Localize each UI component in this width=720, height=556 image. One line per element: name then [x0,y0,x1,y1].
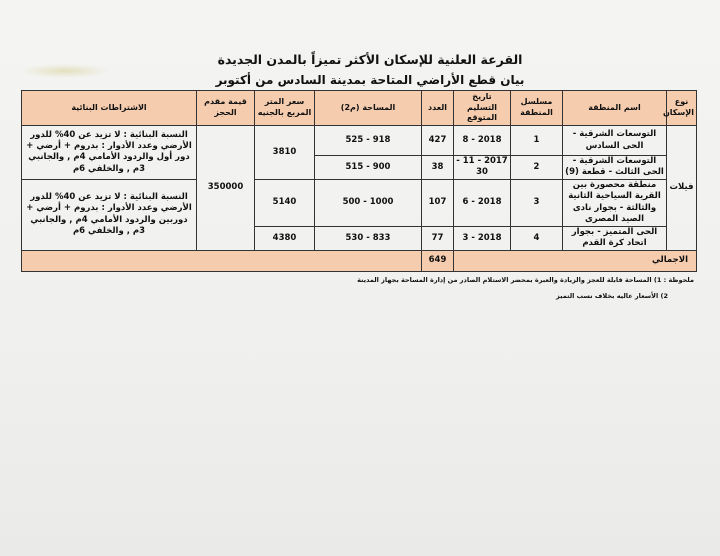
zone-serial-cell: 2 [511,156,563,180]
count-cell: 38 [422,156,454,180]
delivery-date-cell: 2017 - 11 - 30 [454,156,511,180]
header-count: العدد [422,91,454,126]
total-label: الاجمالي [454,250,697,271]
price-per-meter-cell: 4380 [255,226,315,250]
header-housing-type: نوع الإسكان [667,91,697,126]
paper-stain [20,64,110,78]
page-title: القرعة العلنية للإسكان الأكثر تميزاً بالمدن الجديدة [217,52,523,67]
zone-name-cell: التوسعات الشرقية - الحى السادس [563,126,667,156]
price-per-meter-cell: 5140 [255,179,315,226]
page-subtitle: بيان قطع الأراضي المتاحة بمدينة السادس من أكتوبر [215,73,525,87]
count-cell: 107 [422,179,454,226]
total-row-filler [22,250,422,271]
land-plots-table [21,90,697,272]
header-delivery-date: تاريخ التسليم المتوقع [454,91,511,126]
note-2: 2) الأسعار عاليه بخلاف نسب التميز [556,292,668,300]
housing-type-cell: فيلات [667,126,697,251]
zone-name-cell: الحى المتميز - بجوار اتحاد كرة القدم [563,226,667,250]
area-cell: 918 - 525 [315,126,422,156]
count-cell: 427 [422,126,454,156]
area-cell: 1000 - 500 [315,179,422,226]
booking-deposit-cell: 350000 [197,126,255,251]
total-count: 649 [422,250,454,271]
header-price-per-meter: سعر المتر المربع بالجنيه [255,91,315,126]
building-conditions-cell: النسبة البنائية : لا تزيد عن 40% للدور الأرضي وعدد الأدوار : بدروم + أرضي + دور أول والردود الأمامي 4م , والجانبي 3م , والخلفي 6م [22,126,197,180]
zone-name-cell: التوسعات الشرقية - الحى الثالث - قطعة (9) [563,156,667,180]
zone-serial-cell: 3 [511,179,563,226]
price-per-meter-cell: 3810 [255,126,315,180]
table-row [22,126,697,156]
header-building-conditions: الاشتراطات البنائية [22,91,197,126]
note-1: ملحوظة : 1) المساحة قابلة للعجز والزيادة والعبرة بمحضر الاستلام الصادر من إدارة المساحة بجهاز المدينة [357,276,694,284]
total-row [22,250,697,271]
count-cell: 77 [422,226,454,250]
zone-serial-cell: 1 [511,126,563,156]
area-cell: 900 - 515 [315,156,422,180]
zone-name-cell: منطقة محصورة بين القرية السياحية الثانية والثالثة - بجوار نادى الصيد المصرى [563,179,667,226]
table-row [22,179,697,226]
header-area: المساحة (م2) [315,91,422,126]
header-zone-name: اسم المنطقة [563,91,667,126]
building-conditions-cell: النسبة البنائية : لا تزيد عن 40% للدور الأرضي وعدد الأدوار : بدروم + أرضي + دوربين والردود الأمامي 4م , والجانبي 3م , والخلفي 6م [22,179,197,250]
area-cell: 833 - 530 [315,226,422,250]
delivery-date-cell: 2018 - 8 [454,126,511,156]
header-booking-deposit: قيمة مقدم الحجز [197,91,255,126]
header-zone-serial: مسلسل المنطقة [511,91,563,126]
delivery-date-cell: 2018 - 3 [454,226,511,250]
zone-serial-cell: 4 [511,226,563,250]
table-header-row [22,91,697,126]
delivery-date-cell: 2018 - 6 [454,179,511,226]
